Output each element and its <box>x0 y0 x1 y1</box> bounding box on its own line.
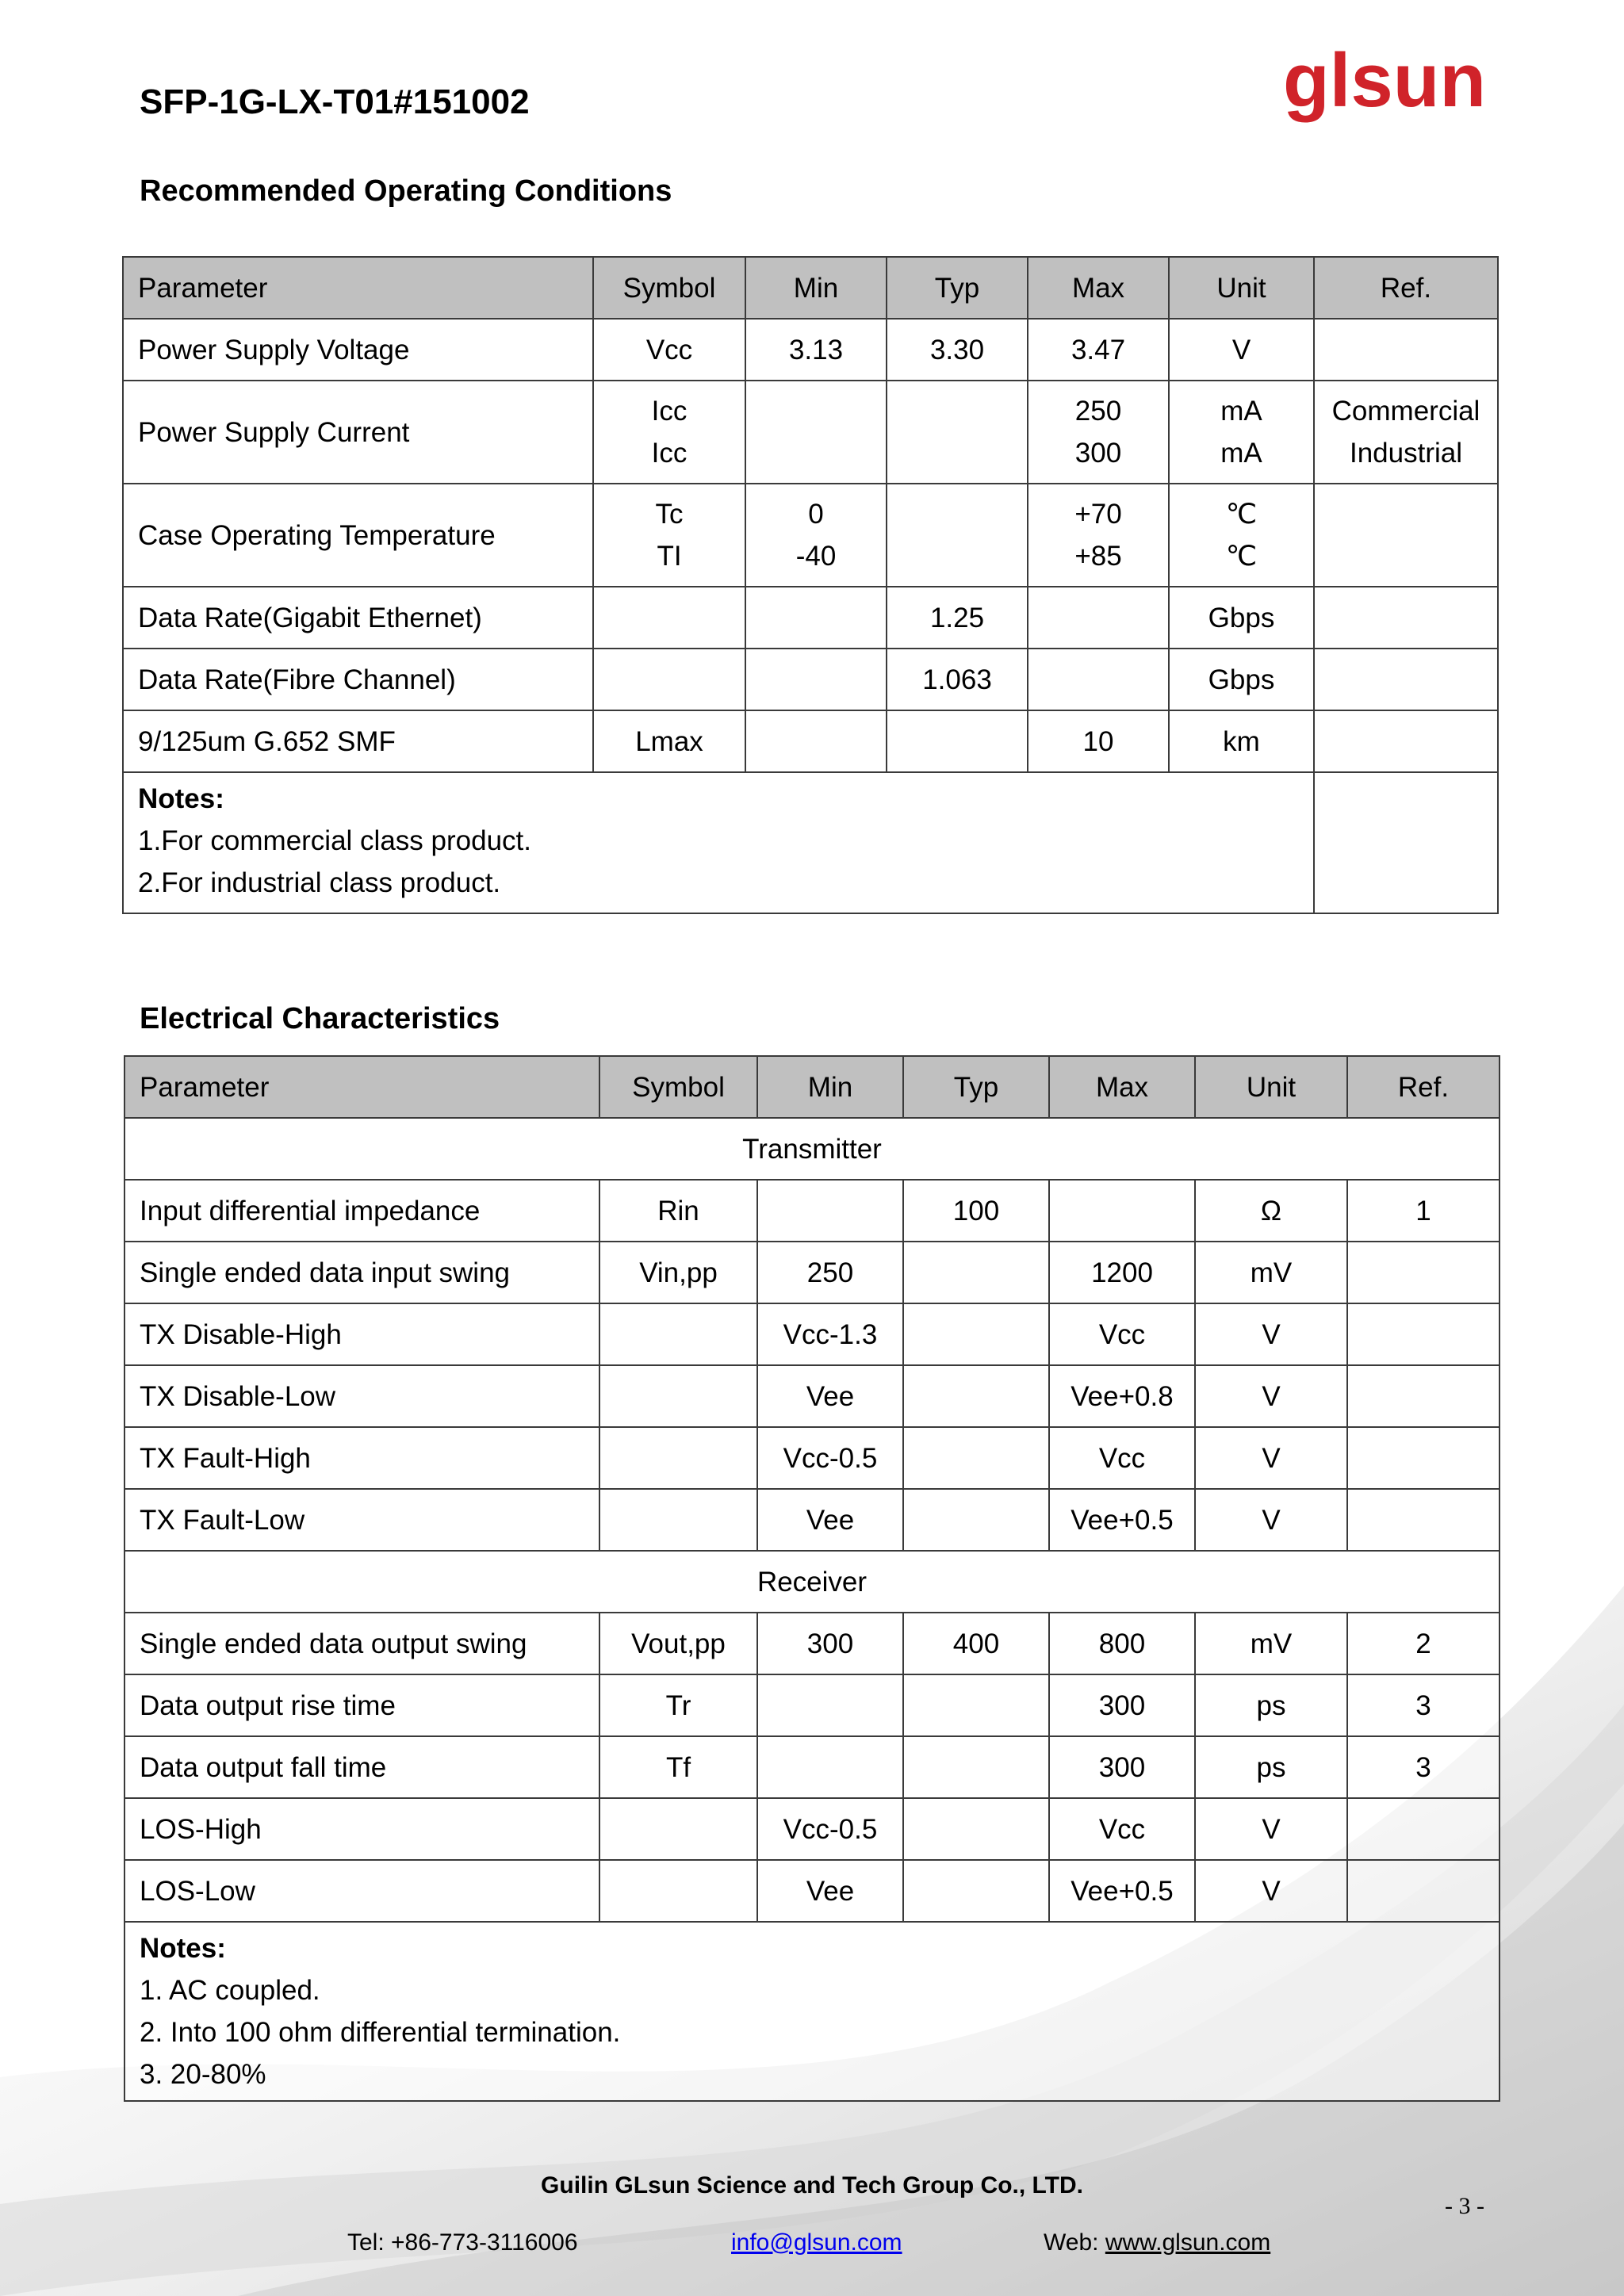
col-header-symbol: Symbol <box>599 1056 757 1118</box>
col-header-min: Min <box>757 1056 903 1118</box>
cell-line: ℃ <box>1225 499 1258 530</box>
cell-ref: 1 <box>1347 1180 1500 1242</box>
notes-cell <box>123 772 1314 913</box>
cell-symbol <box>593 484 745 587</box>
section-row-receiver <box>124 1551 1500 1613</box>
cell-unit: mV <box>1195 1242 1347 1303</box>
notes-label: Notes: <box>138 783 224 814</box>
cell-max <box>1028 484 1169 587</box>
operating-conditions-table <box>122 256 1499 914</box>
cell-unit: V <box>1195 1798 1347 1860</box>
cell-parameter: Power Supply Voltage <box>123 319 593 381</box>
cell-min: Vee <box>757 1489 903 1551</box>
cell-max: Vee+0.8 <box>1049 1365 1195 1427</box>
notes-ref-cell <box>1314 772 1498 913</box>
cell-parameter: Input differential impedance <box>124 1180 599 1242</box>
cell-ref <box>1314 710 1498 772</box>
cell-min: Vee <box>757 1860 903 1922</box>
cell-unit: V <box>1195 1365 1347 1427</box>
cell-unit: V <box>1195 1427 1347 1489</box>
cell-parameter: Power Supply Current <box>123 381 593 484</box>
cell-max: 300 <box>1049 1736 1195 1798</box>
col-header-symbol: Symbol <box>593 257 745 319</box>
cell-min <box>745 710 887 772</box>
footer-company-name: Guilin GLsun Science and Tech Group Co., LTD. <box>541 2172 1083 2198</box>
svg-text:glsun: glsun <box>1283 51 1486 123</box>
cell-min <box>745 381 887 484</box>
table-row <box>124 1303 1500 1365</box>
cell-max: 1200 <box>1049 1242 1195 1303</box>
cell-line: mA <box>1220 396 1262 427</box>
cell-parameter: TX Disable-High <box>124 1303 599 1365</box>
section-row-transmitter <box>124 1118 1500 1180</box>
cell-parameter: LOS-Low <box>124 1860 599 1922</box>
cell-typ: 1.063 <box>887 649 1028 710</box>
page-number: - 3 - <box>1445 2193 1484 2219</box>
cell-max: 300 <box>1049 1674 1195 1736</box>
cell-typ: 100 <box>903 1180 1049 1242</box>
notes-cell <box>124 1922 1500 2101</box>
table-row <box>124 1798 1500 1860</box>
cell-max: Vee+0.5 <box>1049 1489 1195 1551</box>
cell-line: Industrial <box>1349 438 1463 469</box>
cell-typ: 3.30 <box>887 319 1028 381</box>
notes-row <box>124 1922 1500 2101</box>
cell-unit: V <box>1169 319 1314 381</box>
cell-typ: 1.25 <box>887 587 1028 649</box>
section-title-operating-conditions: Recommended Operating Conditions <box>140 174 672 208</box>
note-item: 2. Into 100 ohm differential termination. <box>140 2017 621 2048</box>
col-header-unit: Unit <box>1195 1056 1347 1118</box>
cell-typ <box>903 1427 1049 1489</box>
cell-unit: ps <box>1195 1674 1347 1736</box>
cell-ref <box>1347 1427 1500 1489</box>
footer-website <box>1044 2229 1270 2256</box>
cell-typ <box>903 1365 1049 1427</box>
cell-ref <box>1347 1860 1500 1922</box>
cell-unit: Gbps <box>1169 587 1314 649</box>
cell-ref <box>1314 649 1498 710</box>
cell-unit: V <box>1195 1489 1347 1551</box>
cell-line: 300 <box>1074 438 1122 469</box>
cell-ref <box>1314 587 1498 649</box>
cell-unit: Gbps <box>1169 649 1314 710</box>
col-header-parameter: Parameter <box>124 1056 599 1118</box>
cell-symbol: Vout,pp <box>599 1613 757 1674</box>
cell-line: +70 <box>1074 499 1122 530</box>
section-title-electrical-characteristics: Electrical Characteristics <box>140 1002 500 1035</box>
cell-line: Tc <box>655 499 684 530</box>
cell-max: Vcc <box>1049 1427 1195 1489</box>
cell-symbol <box>599 1303 757 1365</box>
cell-symbol <box>599 1427 757 1489</box>
cell-typ <box>887 710 1028 772</box>
cell-typ <box>887 484 1028 587</box>
cell-unit: ps <box>1195 1736 1347 1798</box>
cell-ref <box>1347 1303 1500 1365</box>
note-item: 1.For commercial class product. <box>138 825 531 856</box>
table-row <box>124 1365 1500 1427</box>
cell-parameter: Data output rise time <box>124 1674 599 1736</box>
cell-typ <box>887 381 1028 484</box>
cell-min: 300 <box>757 1613 903 1674</box>
cell-min <box>757 1736 903 1798</box>
cell-symbol <box>599 1798 757 1860</box>
cell-line: Icc <box>651 438 688 469</box>
cell-ref: 2 <box>1347 1613 1500 1674</box>
cell-max: Vcc <box>1049 1303 1195 1365</box>
col-header-max: Max <box>1049 1056 1195 1118</box>
cell-line: 0 <box>808 499 824 530</box>
cell-parameter: Single ended data output swing <box>124 1613 599 1674</box>
cell-ref <box>1347 1242 1500 1303</box>
cell-unit: V <box>1195 1860 1347 1922</box>
cell-min <box>745 587 887 649</box>
cell-min: 3.13 <box>745 319 887 381</box>
table-row <box>123 484 1498 587</box>
cell-ref <box>1347 1489 1500 1551</box>
table-header-row <box>124 1056 1500 1118</box>
cell-ref: 3 <box>1347 1736 1500 1798</box>
cell-min <box>745 649 887 710</box>
cell-max <box>1028 587 1169 649</box>
cell-symbol <box>593 587 745 649</box>
cell-max: 3.47 <box>1028 319 1169 381</box>
document-title: SFP-1G-LX-T01#151002 <box>140 82 530 121</box>
col-header-ref: Ref. <box>1347 1056 1500 1118</box>
cell-symbol <box>599 1860 757 1922</box>
cell-line: -40 <box>795 541 837 572</box>
cell-parameter: Data Rate(Gigabit Ethernet) <box>123 587 593 649</box>
note-item: 3. 20-80% <box>140 2059 266 2090</box>
cell-min <box>757 1674 903 1736</box>
cell-symbol: Lmax <box>593 710 745 772</box>
cell-line: mA <box>1220 438 1262 469</box>
cell-typ <box>903 1242 1049 1303</box>
electrical-characteristics-table <box>124 1055 1500 2102</box>
cell-ref <box>1347 1798 1500 1860</box>
cell-typ <box>903 1736 1049 1798</box>
cell-max: Vee+0.5 <box>1049 1860 1195 1922</box>
cell-symbol <box>593 649 745 710</box>
cell-line: ℃ <box>1225 541 1258 572</box>
cell-typ <box>903 1489 1049 1551</box>
cell-typ <box>903 1860 1049 1922</box>
cell-min: 250 <box>757 1242 903 1303</box>
cell-ref <box>1347 1365 1500 1427</box>
cell-parameter: TX Disable-Low <box>124 1365 599 1427</box>
table-row <box>123 649 1498 710</box>
notes-label: Notes: <box>140 1933 226 1964</box>
cell-typ <box>903 1798 1049 1860</box>
cell-symbol: Tf <box>599 1736 757 1798</box>
note-item: 1. AC coupled. <box>140 1975 320 2006</box>
table-row <box>123 710 1498 772</box>
col-header-min: Min <box>745 257 887 319</box>
cell-unit: V <box>1195 1303 1347 1365</box>
note-item: 2.For industrial class product. <box>138 867 501 898</box>
cell-parameter: TX Fault-High <box>124 1427 599 1489</box>
cell-line: Commercial <box>1331 396 1480 427</box>
cell-parameter: Single ended data input swing <box>124 1242 599 1303</box>
cell-unit: km <box>1169 710 1314 772</box>
table-row <box>124 1180 1500 1242</box>
cell-unit <box>1169 484 1314 587</box>
table-row <box>124 1736 1500 1798</box>
cell-symbol: Rin <box>599 1180 757 1242</box>
cell-line: 250 <box>1074 396 1122 427</box>
footer-web-label: Web: <box>1044 2229 1105 2256</box>
cell-typ <box>903 1303 1049 1365</box>
cell-symbol: Vcc <box>593 319 745 381</box>
cell-unit: mV <box>1195 1613 1347 1674</box>
table-row <box>124 1674 1500 1736</box>
table-row <box>123 319 1498 381</box>
cell-min <box>745 484 887 587</box>
cell-max <box>1028 381 1169 484</box>
table-row <box>124 1242 1500 1303</box>
cell-parameter: Data Rate(Fibre Channel) <box>123 649 593 710</box>
cell-parameter: TX Fault-Low <box>124 1489 599 1551</box>
cell-line: TI <box>657 541 682 572</box>
col-header-typ: Typ <box>903 1056 1049 1118</box>
cell-min: Vcc-0.5 <box>757 1427 903 1489</box>
cell-min: Vee <box>757 1365 903 1427</box>
cell-parameter: Case Operating Temperature <box>123 484 593 587</box>
cell-max: Vcc <box>1049 1798 1195 1860</box>
cell-max: 10 <box>1028 710 1169 772</box>
cell-typ: 400 <box>903 1613 1049 1674</box>
footer-telephone: Tel: +86-773-3116006 <box>347 2229 578 2256</box>
cell-ref <box>1314 381 1498 484</box>
col-header-parameter: Parameter <box>123 257 593 319</box>
table-row <box>124 1427 1500 1489</box>
footer-email-link[interactable]: info@glsun.com <box>731 2229 902 2256</box>
cell-min: Vcc-0.5 <box>757 1798 903 1860</box>
cell-min: Vcc-1.3 <box>757 1303 903 1365</box>
cell-symbol <box>593 381 745 484</box>
cell-parameter: Data output fall time <box>124 1736 599 1798</box>
cell-symbol <box>599 1489 757 1551</box>
footer-web-link[interactable]: www.glsun.com <box>1105 2229 1271 2256</box>
table-row <box>123 381 1498 484</box>
glsun-logo <box>1283 51 1486 138</box>
cell-line: Icc <box>651 396 688 427</box>
cell-min <box>757 1180 903 1242</box>
cell-parameter: LOS-High <box>124 1798 599 1860</box>
table-row <box>123 587 1498 649</box>
cell-symbol <box>599 1365 757 1427</box>
cell-unit: Ω <box>1195 1180 1347 1242</box>
table-row <box>124 1860 1500 1922</box>
cell-ref: 3 <box>1347 1674 1500 1736</box>
table-header-row <box>123 257 1498 319</box>
cell-ref <box>1314 484 1498 587</box>
cell-symbol: Vin,pp <box>599 1242 757 1303</box>
col-header-unit: Unit <box>1169 257 1314 319</box>
cell-unit <box>1169 381 1314 484</box>
cell-parameter: 9/125um G.652 SMF <box>123 710 593 772</box>
table-row <box>124 1613 1500 1674</box>
col-header-ref: Ref. <box>1314 257 1498 319</box>
cell-symbol: Tr <box>599 1674 757 1736</box>
cell-max <box>1028 649 1169 710</box>
cell-line: +85 <box>1074 541 1122 572</box>
col-header-max: Max <box>1028 257 1169 319</box>
col-header-typ: Typ <box>887 257 1028 319</box>
cell-max: 800 <box>1049 1613 1195 1674</box>
notes-row <box>123 772 1498 913</box>
table-row <box>124 1489 1500 1551</box>
cell-ref <box>1314 319 1498 381</box>
transmitter-label: Transmitter <box>124 1118 1500 1180</box>
receiver-label: Receiver <box>124 1551 1500 1613</box>
cell-max <box>1049 1180 1195 1242</box>
cell-typ <box>903 1674 1049 1736</box>
